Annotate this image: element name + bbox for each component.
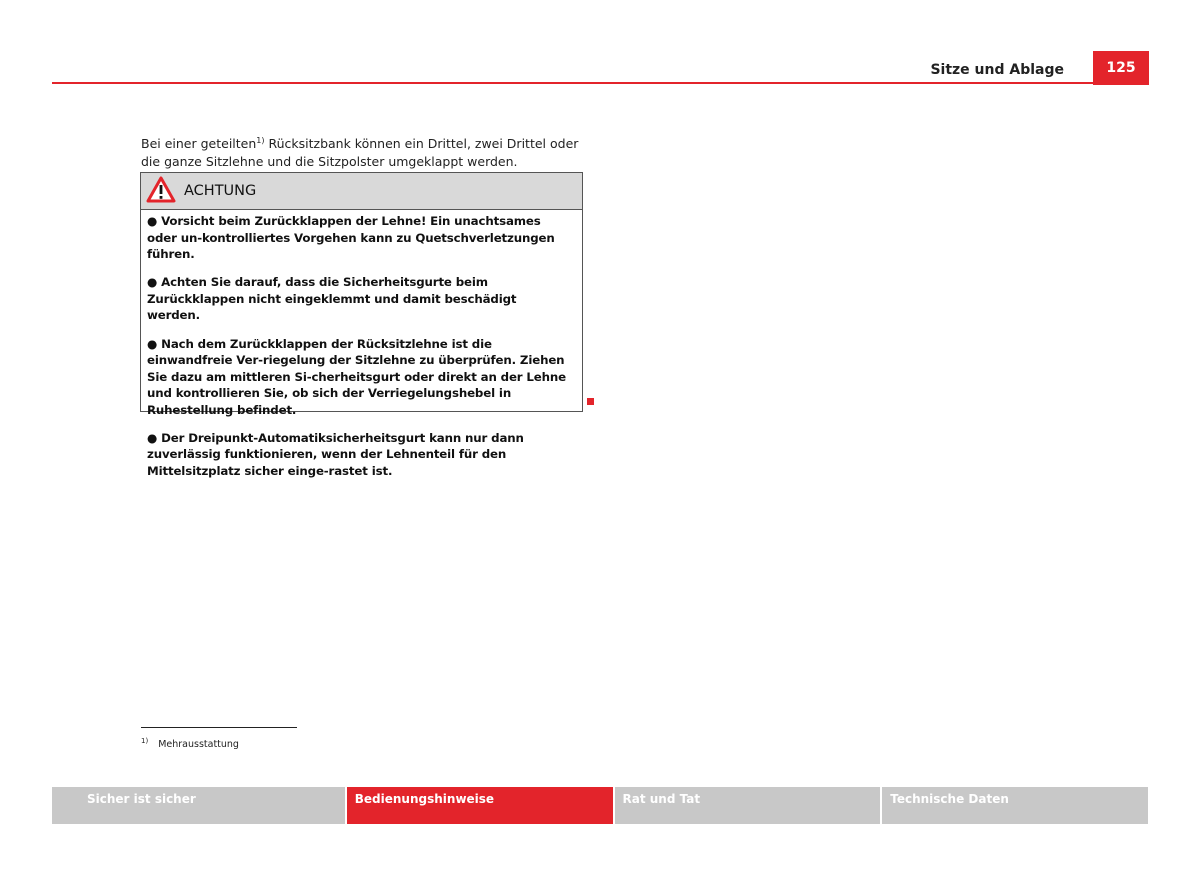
warning-item: ● Nach dem Zurückklappen der Rücksitzlehne ist die einwandfreie Ver-riegelung der Sitzlehne zu überprüfen. Ziehen Sie dazu am mittleren Si-cherheitsgurt oder direkt an der Lehne und kontrollieren Sie, ob sich der Verriegelungshebel in Ruhestellung befindet. bbox=[147, 336, 566, 417]
footnote-text: Mehrausstattung bbox=[158, 739, 239, 751]
warning-item: ● Achten Sie darauf, dass die Sicherheitsgurte beim Zurückklappen nicht eingeklemmt und damit beschädigt werden. bbox=[147, 275, 517, 323]
warning-header bbox=[141, 173, 582, 210]
tab-technische-daten[interactable]: Technische Daten bbox=[882, 787, 1148, 824]
intro-text-start: Bei einer geteilten bbox=[141, 135, 257, 151]
section-end-marker bbox=[587, 398, 594, 405]
footnote-rule bbox=[141, 727, 297, 728]
intro-text-end: Rücksitzbank können ein Drittel, zwei Drittel oder die ganze Sitzlehne und die Sitzpolster umgeklappt werden. bbox=[141, 135, 579, 169]
page-number: 125 bbox=[1093, 51, 1149, 85]
warning-title: ACHTUNG bbox=[184, 183, 257, 199]
tab-sicher-ist-sicher[interactable]: Sicher ist sicher bbox=[52, 787, 345, 824]
warning-item: ● Vorsicht beim Zurückklappen der Lehne! Ein unachtsames oder un-kontrolliertes Vorgehen kann zu Quetschverletzungen führen. bbox=[147, 214, 555, 261]
footnote bbox=[141, 737, 239, 750]
tab-bedienungshinweise[interactable]: Bedienungshinweise bbox=[347, 787, 613, 824]
intro-paragraph bbox=[141, 135, 591, 171]
warning-box bbox=[140, 172, 583, 478]
section-title: Sitze und Ablage bbox=[930, 62, 1064, 78]
footnote-reference: 1) bbox=[256, 135, 265, 145]
warning-list bbox=[141, 210, 582, 479]
footer-tabs bbox=[52, 787, 1148, 824]
footnote-marker: 1) bbox=[141, 737, 149, 745]
header-rule bbox=[52, 82, 1094, 84]
warning-triangle-icon bbox=[146, 176, 176, 207]
tab-rat-und-tat[interactable]: Rat und Tat bbox=[615, 787, 881, 824]
warning-item: ● Der Dreipunkt-Automatiksicherheitsgurt kann nur dann zuverlässig funktionieren, wenn der Lehnenteil für den Mittelsitzplatz sicher einge-rastet ist. bbox=[147, 430, 524, 478]
